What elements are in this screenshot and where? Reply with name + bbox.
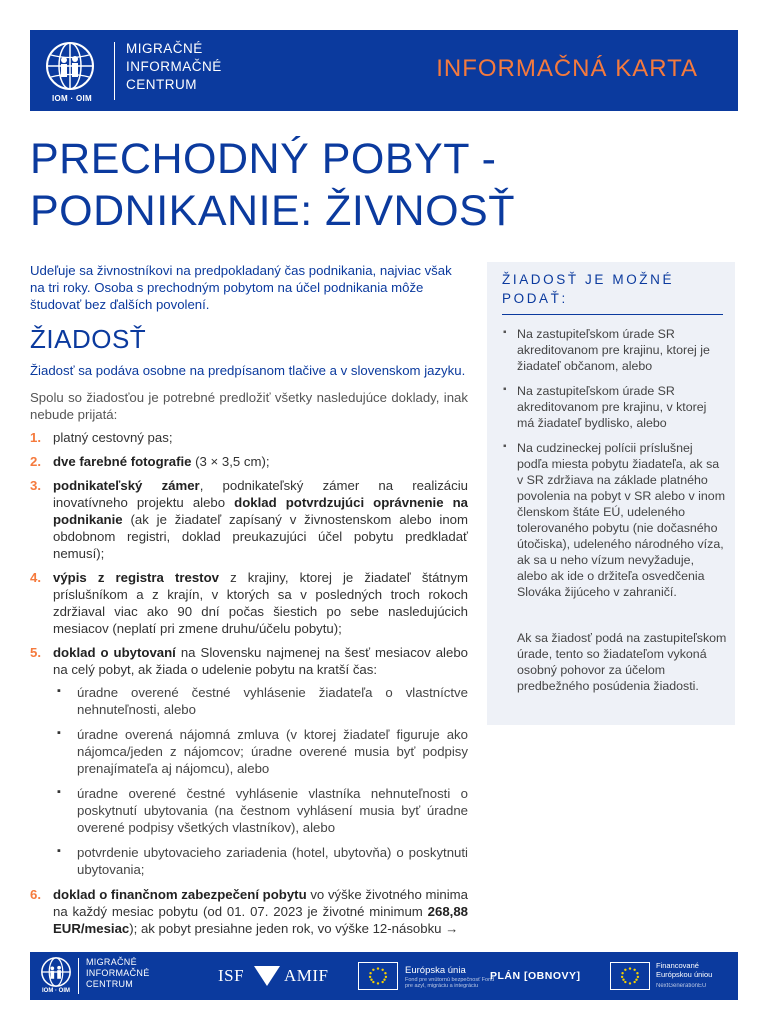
main-column bbox=[30, 262, 468, 944]
sidebar-divider bbox=[502, 314, 723, 315]
list-item-bold: doklad potvrdzujúci oprávnenie na podnikanie bbox=[53, 495, 468, 527]
sidebar-list-item: ▪ Na cudzineckej polícii príslušnej podľa miesta pobytu žiadateľa, ak sa v SR zdržiava na základe platného povolenia na pobyt v SR alebo v inom členskom štáte EÚ, udeleného tolerovaného pobytu (nie dočasného útočiska), udeleného národného víza, ak sa u neho vízum nevyžaduje, alebo ak ide o držiteľa osvedčenia Slováka žijúceho v zahraničí. bbox=[502, 440, 727, 600]
plan-obnovy-logo: PLÁN [OBNOVY] bbox=[490, 970, 581, 982]
list-number: 5. bbox=[30, 645, 41, 660]
list-item-bold: výpis z registra trestov bbox=[53, 570, 219, 585]
sidebar-list-item: ▪ Na zastupiteľskom úrade SR akreditovanom pre krajinu, ktorej je žiadateľ občanom, alebo bbox=[502, 326, 727, 374]
funded-by-eu-label bbox=[656, 962, 712, 979]
list-item bbox=[30, 429, 468, 446]
footer-banner bbox=[30, 952, 738, 1000]
amif-logo: AMIF bbox=[284, 966, 329, 985]
sidebar-title: ŽIADOSŤ JE MOŽNÉ PODAŤ: bbox=[502, 272, 675, 306]
header-banner bbox=[30, 30, 738, 111]
accommodation-options-list bbox=[53, 684, 468, 878]
footer-org-line: MIGRAČNÉ bbox=[86, 957, 137, 967]
list-item bbox=[30, 569, 468, 637]
list-item-bold: podnikateľský zámer bbox=[53, 478, 200, 493]
list-number: 2. bbox=[30, 454, 41, 469]
footer-org-line: INFORMAČNÉ bbox=[86, 968, 150, 978]
iom-logo-caption: IOM · OIM bbox=[51, 94, 93, 103]
sub-list-item: ▪ úradne overené čestné vyhlásenie vlastníka nehnuteľnosti o poskytnutí ubytovania (na čestnom vyhlásení musia byť úradne overené podpisy všetkých vlastníkov), alebo bbox=[53, 785, 468, 836]
footer-iom-caption: IOM · OIM bbox=[42, 988, 70, 994]
next-gen-eu-label: NextGenerationEU bbox=[656, 983, 707, 989]
page-title-line: PRECHODNÝ POBYT - bbox=[30, 135, 497, 183]
list-number: 6. bbox=[30, 887, 41, 902]
list-item bbox=[30, 886, 468, 937]
documents-list bbox=[30, 429, 468, 937]
list-number: 3. bbox=[30, 478, 41, 493]
sub-list-item: ▪ úradne overené čestné vyhlásenie žiadateľa o vlastníctve nehnuteľnosti, alebo bbox=[53, 684, 468, 718]
list-item-text: vo výške životného minima na každý mesiac pobytu (od 01. 07. 2023 je životné minimum bbox=[53, 887, 468, 919]
list-number: 4. bbox=[30, 570, 41, 585]
intro-text: Udeľuje sa živnostníkovi na predpokladaný čas podnikania, najviac však na tri roky. Osoba s prechodným pobytom na účel podnikania môže študovať bez ďalších povolení. bbox=[30, 263, 452, 312]
list-item bbox=[30, 453, 468, 470]
list-item-text: platný cestovný pas; bbox=[53, 430, 173, 445]
sidebar-box bbox=[487, 262, 735, 725]
list-item-text: (3 × 3,5 cm); bbox=[191, 454, 270, 469]
eu-label: Európska únia bbox=[405, 965, 466, 976]
sidebar-note: Ak sa žiadosť podá na zastupiteľskom úrade, tento so žiadateľom vykoná osobný pohovor za účelom predbežného posúdenia žiadosti. bbox=[517, 631, 727, 693]
sub-list-item: ▪ potvrdenie ubytovacieho zariadenia (hotel, ubytovňa) o poskytnuti ubytovania; bbox=[53, 844, 468, 878]
list-item-bold: doklad o finančnom zabezpečení pobytu bbox=[53, 887, 307, 902]
list-item-text: , podnikateľský zámer na realizáciu inovatívneho projektu alebo bbox=[53, 478, 468, 510]
list-item-text: (ak je žiadateľ zapísaný v živnostenskom alebo inom obdobnom registri, doklad preukazujúci účel pobytu predkladať nemusí); bbox=[53, 512, 468, 561]
eu-funds-label: Fond pre vnútornú bezpečnosť Fond pre azyl, migráciu a integráciu bbox=[405, 977, 495, 989]
section-lead: Spolu so žiadosťou je potrebné predložiť všetky nasledujúce doklady, inak nebude prijatá: bbox=[30, 390, 468, 422]
list-item-text: na Slovensku najmenej na šesť mesiacov alebo na celý pobyt, ak žiada o udelenie pobytu na kratší čas: bbox=[53, 645, 468, 677]
org-name-line: INFORMAČNÉ bbox=[126, 59, 222, 74]
list-item-bold: 268,88 EUR/mesiac bbox=[53, 904, 468, 936]
list-item-bold: dve farebné fotografie bbox=[53, 454, 192, 469]
footer-divider bbox=[78, 958, 79, 994]
triangle-logo-icon bbox=[252, 964, 282, 988]
card-label: INFORMAČNÁ KARTA bbox=[436, 55, 698, 82]
list-item bbox=[30, 644, 468, 878]
list-item bbox=[30, 477, 468, 562]
funded-line: Financované bbox=[656, 961, 699, 970]
org-name-line: CENTRUM bbox=[126, 77, 197, 92]
list-item-text: ); ak pobyt presiahne jeden rok, vo výške 12-násobku → bbox=[129, 921, 459, 936]
section-sub-intro: Žiadosť sa podáva osobne na predpísanom tlačive a v slovenskom jazyku. bbox=[30, 363, 466, 378]
iom-globe-logo-icon bbox=[40, 956, 72, 988]
org-name-line: MIGRAČNÉ bbox=[126, 41, 203, 56]
sidebar-list bbox=[502, 326, 727, 609]
list-item-text: z krajiny, ktorej je žiadateľ štátnym príslušníkom a z krajín, v ktorých sa v posledných troch rokoch zdržiaval viac ako 90 dní počas šiestich po sebe nasledujúcich mesiacov (neplatí pri zmene druhu/účelu pobytu); bbox=[53, 570, 468, 636]
eu-flag-icon bbox=[610, 962, 650, 990]
funded-line: Európskou úniou bbox=[656, 969, 713, 979]
list-number: 1. bbox=[30, 430, 41, 445]
sub-list-item: ▪ úradne overená nájomná zmluva (v ktorej žiadateľ figuruje ako nájomca/jeden z nájomcov; úradne overené musia byť podpisy prenajímateľa aj nájomcu), alebo bbox=[53, 726, 468, 777]
list-item-bold: doklad o ubytovaní bbox=[53, 645, 176, 660]
header-divider bbox=[114, 42, 115, 100]
page-title-line: PODNIKANIE: ŽIVNOSŤ bbox=[30, 187, 515, 235]
isf-logo: ISF bbox=[218, 966, 245, 985]
footer-org-line: CENTRUM bbox=[86, 979, 134, 989]
page-title bbox=[30, 133, 515, 237]
sidebar-list-item: ▪ Na zastupiteľskom úrade SR akreditovanom pre krajinu, v ktorej má žiadateľ bydlisko, alebo bbox=[502, 383, 727, 431]
org-name bbox=[126, 40, 222, 94]
footer-org-name bbox=[86, 957, 150, 990]
section-title: ŽIADOSŤ bbox=[30, 324, 147, 354]
iom-globe-logo-icon bbox=[44, 40, 96, 92]
eu-flag-icon bbox=[358, 962, 398, 990]
